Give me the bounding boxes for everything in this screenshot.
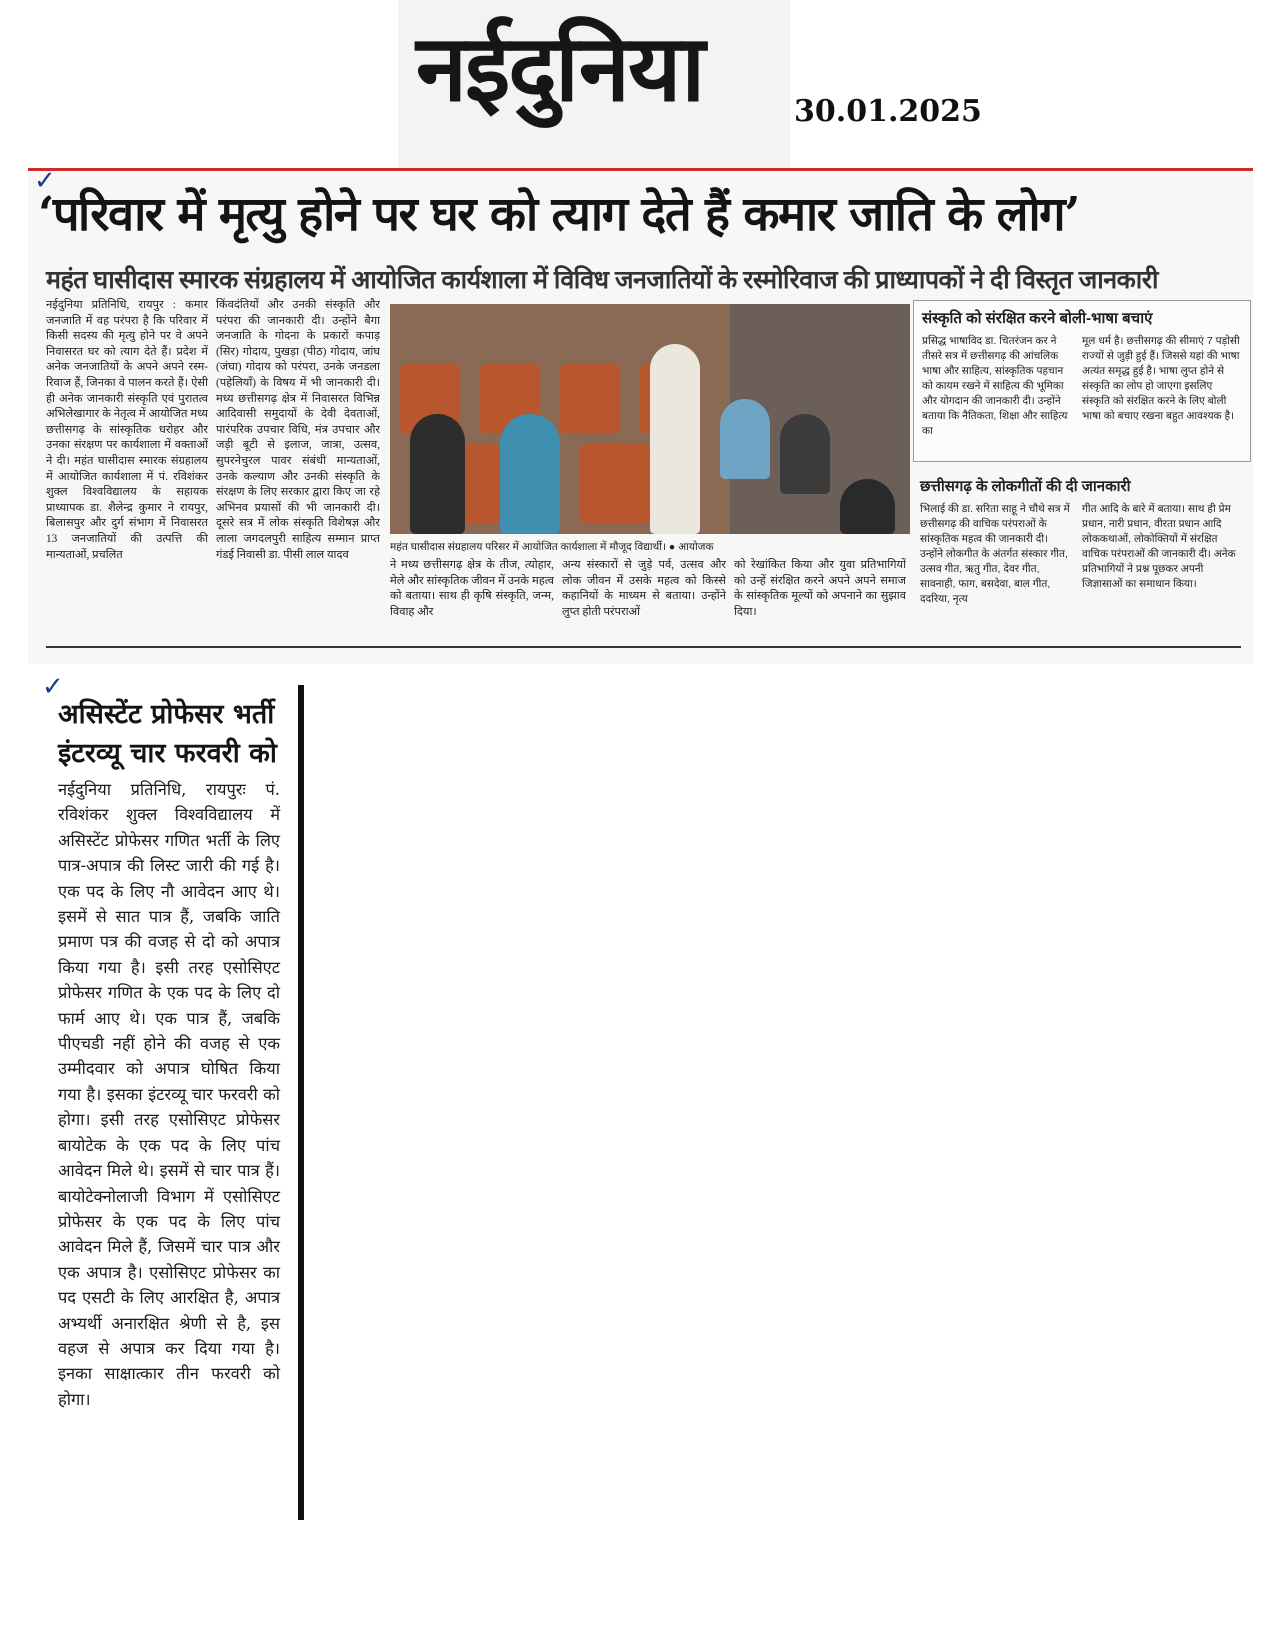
article-column-3: ने मध्य छत्तीसगढ़ क्षेत्र के तीज, त्योहार, मेले और सांस्कृतिक जीवन में उनके महत्व को बताया। साथ ही कृषि संस्कृति, जन्म, विवाह और <box>390 559 554 618</box>
article-2-headline-line-2: इंटरव्यू चार फरवरी को <box>58 738 277 769</box>
article-column-4: अन्य संस्कारों से जुड़े पर्व, उत्सव और लोक जीवन में उसके महत्व को किस्से कहानियों के माध्यम से बताया। उन्होंने लुप्त होती परंपराओं <box>562 559 726 618</box>
auditorium-seat <box>560 364 620 434</box>
student-figure <box>840 479 895 534</box>
check-mark-icon: ✓ <box>42 672 64 702</box>
box-folk-songs-column-1: भिलाई की डा. सरिता साहू ने चौथे सत्र में छत्तीसगढ़ की वाचिक परंपराओं के सांस्कृतिक महत्व की जानकारी दी। उन्होंने लोकगीत के अंतर्गत संस्कार गीत, उत्सव गीत, ऋतु गीत, देवर गीत, सावनाही, फाग, बसदेवा, बाल गीत, ददरिया, नृत्य <box>920 503 1070 605</box>
workshop-photo <box>390 304 910 534</box>
article-2-body: नईदुनिया प्रतिनिधि, रायपुरः पं. रविशंकर शुक्ल विश्वविद्यालय में असिस्टेंट प्रोफेसर गणित भर्ती के लिए पात्र-अपात्र की लिस्ट जारी की गई है। एक पद के लिए नौ आवेदन आए थे। इसमें से सात पात्र हैं, जबकि जाति प्रमाण पत्र की वजह से दो को अपात्र किया गया है। इसी तरह एसोसिएट प्रोफेसर गणित के एक पद के लिए दो फार्म आए थे। एक पात्र हैं, जबकि पीएचडी नहीं होने की वजह से एक उम्मीदवार को अपात्र घोषित किया गया है। इसका इंटरव्यू चार फरवरी को होगा। इसी तरह एसोसिएट प्रोफेसर बायोटेक के एक पद के लिए पांच आवेदन मिले थे। इसमें से चार पात्र हैं। बायोटेक्नोलाजी विभाग में एसोसिएट प्रोफेसर के एक पद के लिए पांच आवेदन मिले हैं, जिसमें चार पात्र और एक अपात्र है। एसोसिएट प्रोफेसर का पद एसटी के लिए आरक्षित है, अपात्र अभ्यर्थी अनारक्षित श्रेणी से है, इस वहज से अपात्र कर दिया गया है। इनका साक्षात्कार तीन फरवरी को होगा। <box>58 780 280 1409</box>
article-column-1: नईदुनिया प्रतिनिधि, रायपुर : कमार जनजाति में वह परंपरा है कि परिवार में किसी सदस्य की मृत्यु होने पर वे अपने निवासरत घर को त्याग देते हैं। प्रदेश में अनेक जनजातियों के अपने अपने रस्म-रिवाज हैं, जिनका वे पालन करते हैं। ऐसी ही अनेक जानकारी संस्कृति एवं पुरातत्व अभिलेखागार के नेतृत्व में आयोजित मध्य छत्तीसगढ़ के सांस्कृतिक धरोहर और उनका संरक्षण पर कार्यशाला में वक्ताओं ने दी। महंत घासीदास स्मारक संग्रहालय में आयोजित कार्यशाला में पं. रविशंकर शुक्ल विश्वविद्यालय के सहायक प्राध्यापक डा. शैलेन्द्र कुमार ने रायपुर, बिलासपुर और दुर्ग संभाग में निवासरत 13 जनजातियों की उत्पत्ति की मान्यताओं, प्रचलित <box>46 299 208 561</box>
article-column-2: किंवदंतियों और उनकी संस्कृति और परंपरा की जानकारी दी। उन्होंने बैगा जनजाति के गोदना के प्रकारों कपाड़ (सिर) गोदाय, पुखड़ा (पीठ) गोदाय, जांघ (जंघा) गोदाय को परंपरा, उनके जनडला (पहेलियाँ) के विषय में भी जानकारी दी। मध्य छत्तीसगढ़ क्षेत्र में निवासरत विभिन्न आदिवासी समुदायों के देवी देवताओं, पारंपरिक उपचार विधि, मंत्र उपचार और जड़ी बूटी से इलाज, जात्रा, उत्सव, सुपरनेचुरल पावर संबंधी मान्यताओं, उनके कल्याण और उनकी संस्कृति के संरक्षण के लिए सरकार द्वारा किए जा रहे अभिनव प्रयासों की भी जानकारी दी। दूसरे सत्र में लोक संस्कृति विशेषज्ञ और लाला जगदलपुरी साहित्य सम्मान प्राप्त गंडई निवासी डा. पीसी लाल यादव <box>216 299 380 561</box>
student-figure <box>410 414 465 534</box>
bottom-rule <box>46 646 1241 648</box>
article-headline: ‘परिवार में मृत्यु होने पर घर को त्याग देते हैं कमार जाति के लोग’ <box>38 187 1079 242</box>
newspaper-logo: नईदुनिया <box>416 14 704 122</box>
top-rule <box>28 168 1253 171</box>
issue-date: 30.01.2025 <box>794 94 982 129</box>
article-column-5: को रेखांकित किया और युवा प्रतिभागियों को उन्हें संरक्षित करने अपने अपने समाज के सांस्कृतिक मूल्यों को अपनाने का सुझाव दिया। <box>734 559 906 618</box>
auditorium-seat <box>580 444 650 524</box>
student-figure <box>500 414 560 534</box>
student-figure <box>780 414 830 494</box>
speaker-figure <box>650 344 700 534</box>
photo-caption: महंत घासीदास संग्रहालय परिसर में आयोजित कार्यशाला में मौजूद विद्यार्थी। ● आयोजक <box>390 541 714 553</box>
box-language-column-1: प्रसिद्ध भाषाविद डा. चितरंजन कर ने तीसरे सत्र में छत्तीसगढ़ की आंचलिक भाषा और साहित्य, सांस्कृतिक पहचान को कायम रखने में साहित्य की भूमिका और योगदान की जानकारी दी। उन्होंने बताया कि नैतिकता, शिक्षा और साहित्य का <box>922 335 1068 437</box>
column-rule <box>298 685 304 1520</box>
box-title-folk-songs: छत्तीसगढ़ के लोकगीतों की दी जानकारी <box>920 478 1131 495</box>
box-folk-songs-column-2: गीत आदि के बारे में बताया। साथ ही प्रेम प्रधान, नारी प्रधान, वीरता प्रधान आदि लोककथाओं, लोकोक्तियों में संरक्षित वाचिक परंपराओं की जानकारी दी। अनेक प्रतिभागियों ने प्रश्न पूछकर अपनी जिज्ञासाओं का समाधान किया। <box>1082 503 1236 590</box>
box-title-language: संस्कृति को संरक्षित करने बोली-भाषा बचाएं <box>922 310 1153 327</box>
check-mark-icon: ✓ <box>34 166 56 196</box>
masthead <box>398 0 790 172</box>
student-figure <box>720 399 770 479</box>
box-language-column-2: मूल धर्म है। छत्तीसगढ़ की सीमाएं 7 पड़ोसी राज्यों से जुड़ी हुई हैं। जिससे यहां की भाषा अत्यंत समृद्ध हुई है। भाषा लुप्त होने से संस्कृति का लोप हो जाएगा इसलिए संस्कृति को संरक्षित करने के लिए बोली भाषा को बचाए रखना बहुत आवश्यक है। <box>1082 335 1240 422</box>
article-subheadline: महंत घासीदास स्मारक संग्रहालय में आयोजित कार्यशाला में विविध जनजातियों के रस्मोरिवाज की प्राध्यापकों ने दी विस्तृत जानकारी <box>46 266 1158 294</box>
article-2-headline-line-1: असिस्टेंट प्रोफेसर भर्ती <box>58 699 275 730</box>
